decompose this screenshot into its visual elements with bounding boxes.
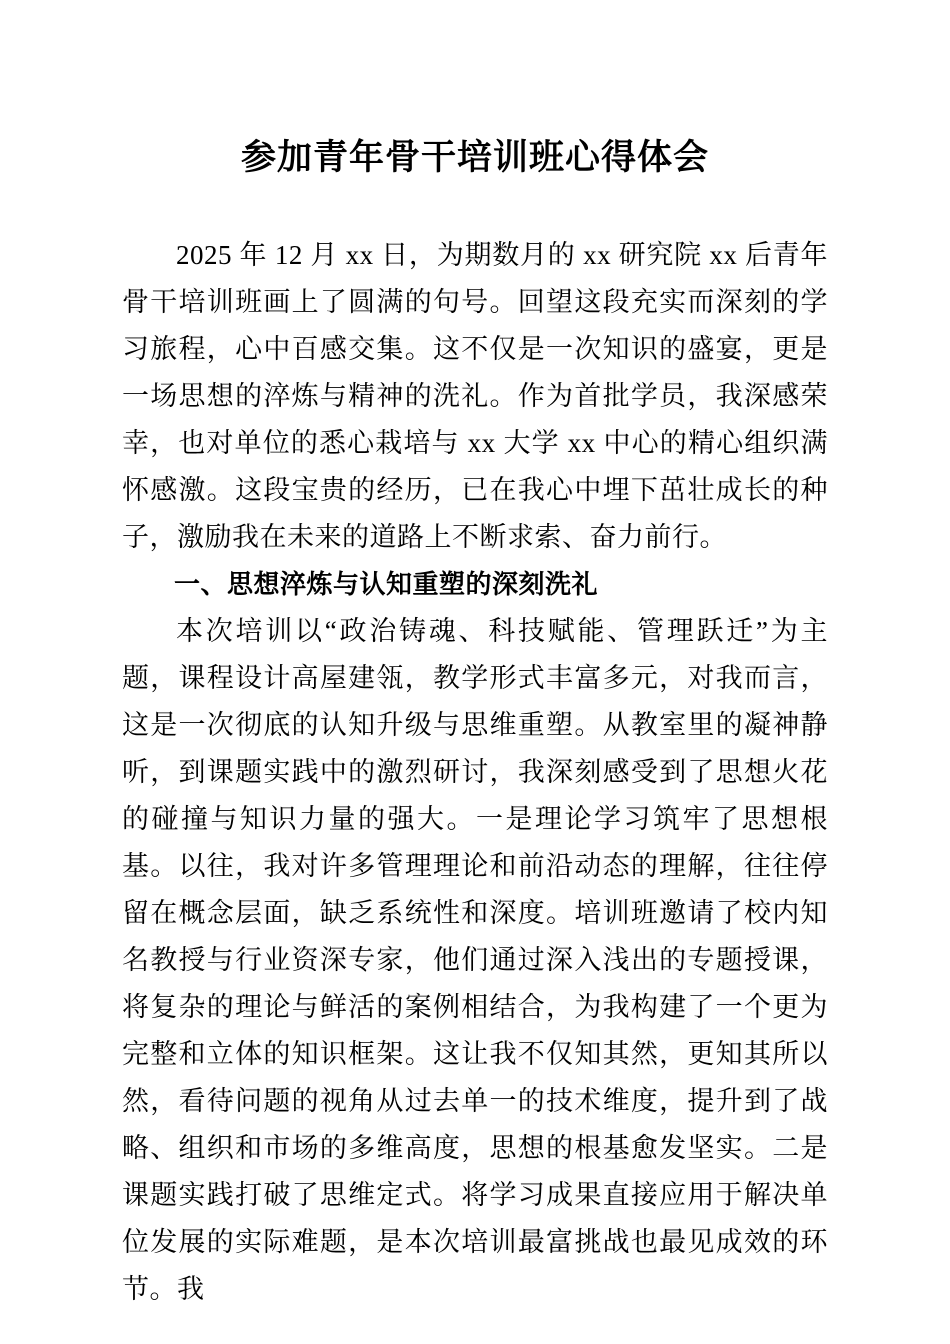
section-heading-1: 一、思想淬炼与认知重塑的深刻洗礼 [174, 569, 599, 599]
document-body [122, 232, 828, 1313]
document-title: 参加青年骨干培训班心得体会 [240, 138, 709, 177]
paragraph-intro: 2025 年 12 月 xx 日，为期数月的 xx 研究院 xx 后青年骨干培训班画上了圆满的句号。回望这段充实而深刻的学习旅程，心中百感交集。这不仅是一次知识的盛宴，更是一场思想的淬炼与精神的洗礼。作为首批学员，我深感荣幸，也对单位的悉心栽培与 xx 大学 xx 中心的精心组织满怀感激。这段宝贵的经历，已在我心中埋下茁壮成长的种子，激励我在未来的道路上不断求索、奋力前行。 [122, 240, 828, 552]
paragraph-section-1: 本次培训以“政治铸魂、科技赋能、管理跃迁”为主题，课程设计高屋建瓴，教学形式丰富多元，对我而言，这是一次彻底的认知升级与思维重塑。从教室里的凝神静听，到课题实践中的激烈研讨，我深刻感受到了思想火花的碰撞与知识力量的强大。一是理论学习筑牢了思想根基。以往，我对许多管理理论和前沿动态的理解，往往停留在概念层面，缺乏系统性和深度。培训班邀请了校内知名教授与行业资深专家，他们通过深入浅出的专题授课，将复杂的理论与鲜活的案例相结合，为我构建了一个更为完整和立体的知识框架。这让我不仅知其然，更知其所以然，看待问题的视角从过去单一的技术维度，提升到了战略、组织和市场的多维高度，思想的根基愈发坚实。二是课题实践打破了思维定式。将学习成果直接应用于解决单位发展的实际难题，是本次培训最富挑战也最见成效的环节。我 [122, 616, 828, 1304]
